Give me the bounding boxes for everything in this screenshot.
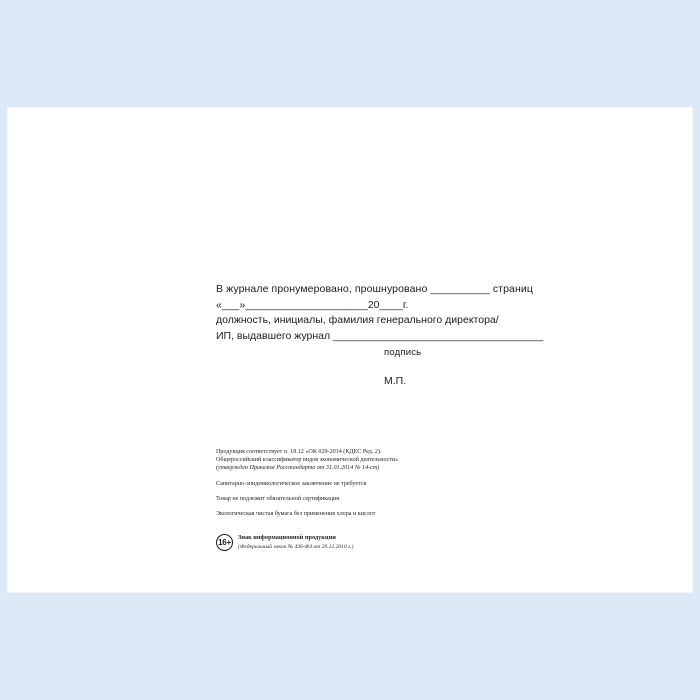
fineprint-okved-line2: Общероссийский классификатор видов экономической деятельности» [216, 457, 399, 464]
age-rating-law-note: (Федеральный закон № 436-ФЗ от 29.12.2010 г.) [238, 543, 354, 550]
fineprint-sanitary-note: Санитарно-эпидемиологическое заключение не требуется [216, 480, 367, 487]
document-page [8, 108, 692, 592]
signature-label: подпись [384, 347, 422, 358]
age-rating-row [216, 534, 354, 551]
cert-line-issuer: ИП, выдавшего журнал ____________________________________ [216, 329, 544, 342]
fineprint-certification-note: Товар не подлежит обязательной сертификации [216, 495, 340, 502]
age-rating-title: Знак информационной продукции [238, 534, 336, 542]
fineprint-eco-note: Экологическая чистая бумага без применения хлора и кислот [216, 511, 376, 518]
fineprint-okved-group [216, 448, 516, 473]
cert-line-date: «___»_____________________20____г. [216, 298, 409, 311]
cert-line-position: должность, инициалы, фамилия генерального директора/ [216, 314, 499, 326]
fineprint-okved-line3: (утвержден Приказом Росстандарта от 31.01.2014 № 14-ст) [216, 465, 380, 472]
age-rating-icon: 16+ [216, 534, 233, 551]
age-rating-texts [238, 534, 354, 551]
fineprint-block [216, 448, 516, 518]
cert-line-pages: В журнале пронумеровано, прошнуровано __________ страниц [216, 283, 533, 295]
stamp-label: М.П. [384, 374, 407, 387]
fineprint-okved-line1: Продукция соответствует п. 18.12 «ОК 029-2014 (КДЕС Ред. 2). [216, 449, 382, 455]
journal-certification-block [216, 282, 544, 389]
